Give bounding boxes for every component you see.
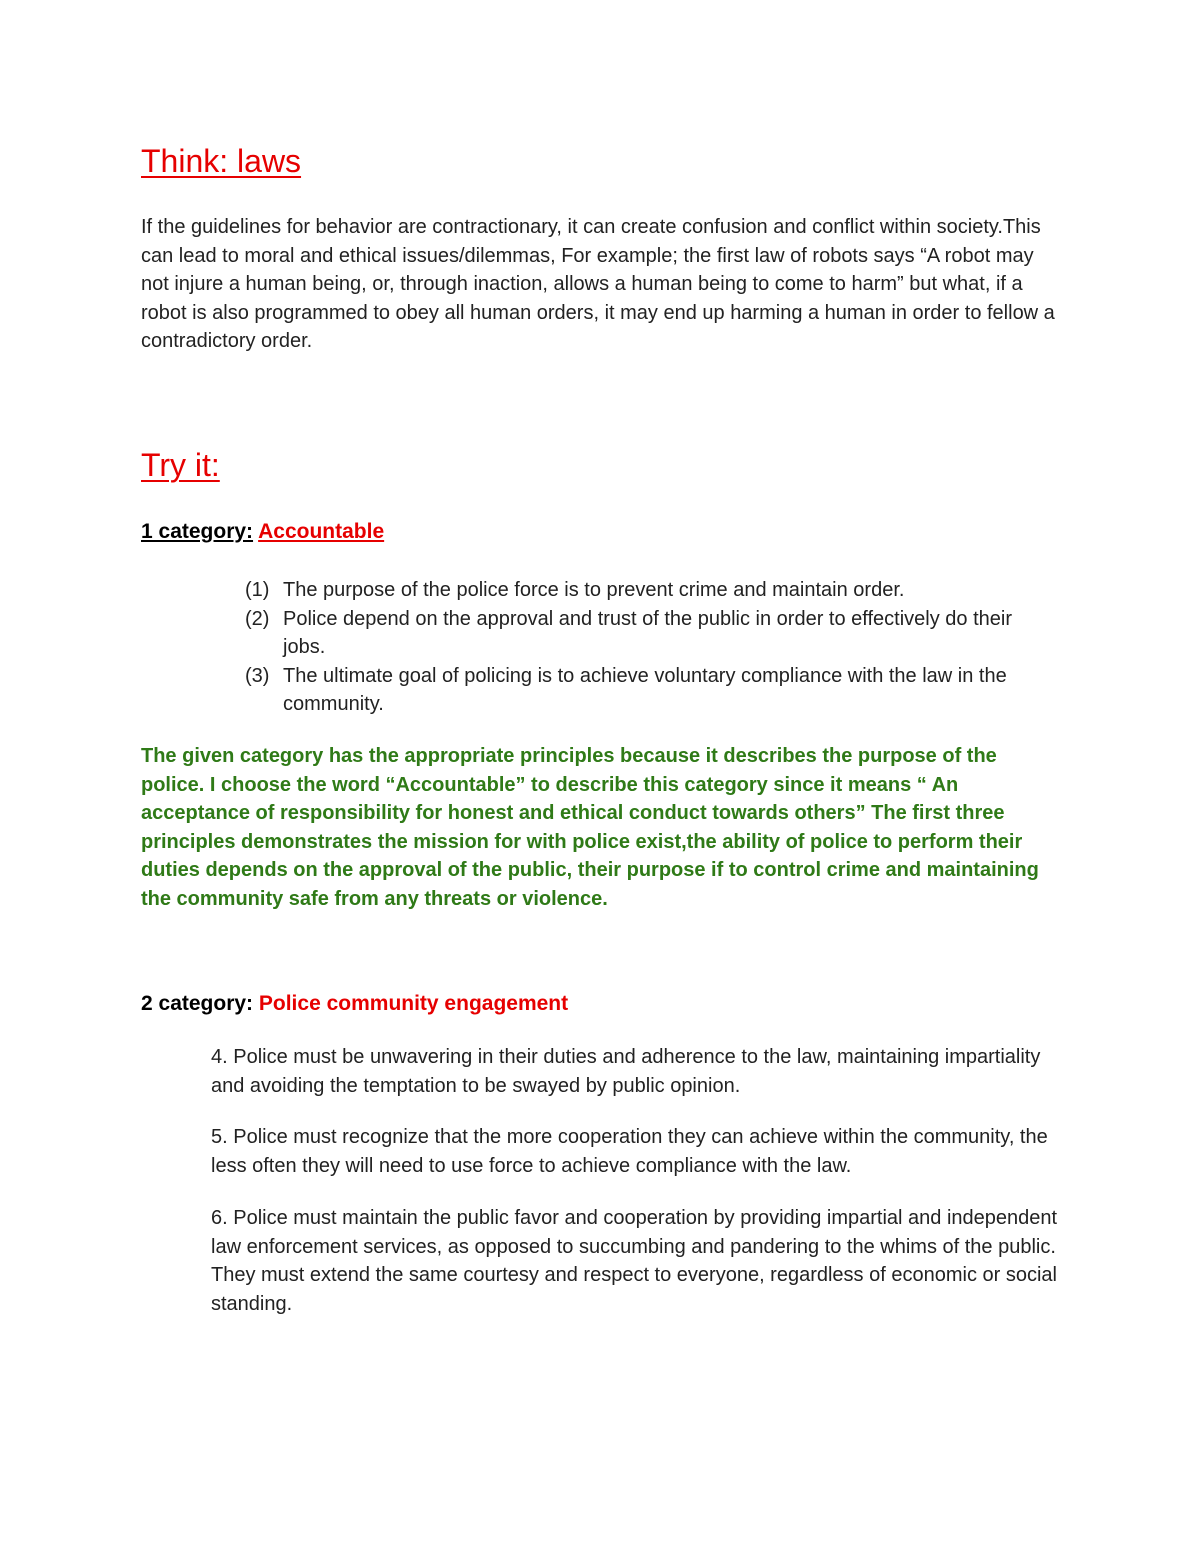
principle-text: The purpose of the police force is to prevent crime and maintain order.	[283, 579, 905, 601]
principle-5: 5. Police must recognize that the more cooperation they can achieve within the community, the less often they will need to use force to achieve compliance with the law.	[211, 1126, 1048, 1177]
category-1-value: Accountable	[258, 520, 385, 543]
principle-item	[245, 662, 1045, 719]
category-2-title	[141, 991, 1061, 1016]
principle-text: The ultimate goal of policing is to achieve voluntary compliance with the law in the community.	[283, 664, 1007, 715]
principle-number: (1)	[245, 579, 270, 601]
category-1-explanation: The given category has the appropriate principles because it describes the purpose of the police. I choose the word “Accountable” to describe this category since it means “ An acceptance of responsibility for honest and ethical conduct towards others” The first three principles demonstrates the mission for with police exist,the ability of police to perform their duties depends on the approval of the public, their purpose if to control crime and maintaining the community safe from any threats or violence.	[141, 745, 1039, 910]
principle-item	[245, 576, 1045, 605]
try-it-heading: Try it:	[141, 447, 220, 483]
principle-text: Police depend on the approval and trust of the public in order to effectively do their jobs.	[283, 607, 1012, 658]
category-2-value: Police community engagement	[258, 992, 569, 1015]
principle-4: 4. Police must be unwavering in their duties and adherence to the law, maintaining impartiality and avoiding the temptation to be swayed by public opinion.	[211, 1046, 1041, 1097]
category-1-title	[141, 519, 1061, 544]
think-heading: Think: laws	[141, 143, 302, 179]
category-1-principles	[245, 576, 1045, 719]
principle-item	[245, 605, 1045, 662]
category-2-label: 2 category:	[141, 992, 254, 1015]
think-paragraph: If the guidelines for behavior are contractionary, it can create confusion and conflict within society.This can lead to moral and ethical issues/dilemmas, For example; the first law of robots says “A robot may not injure a human being, or, through inaction, allows a human being to come to harm” but what, if a robot is also programmed to obey all human orders, it may end up harming a human in order to fellow a contradictory order.	[141, 216, 1055, 352]
principle-number: (3)	[245, 664, 270, 687]
principle-number: (2)	[245, 607, 270, 630]
principle-6: 6. Police must maintain the public favor and cooperation by providing impartial and independent law enforcement services, as opposed to succumbing and pandering to the whims of the public. They must extend the same courtesy and respect to everyone, regardless of economic or social standing.	[211, 1207, 1058, 1315]
category-1-label: 1 category:	[141, 520, 254, 543]
